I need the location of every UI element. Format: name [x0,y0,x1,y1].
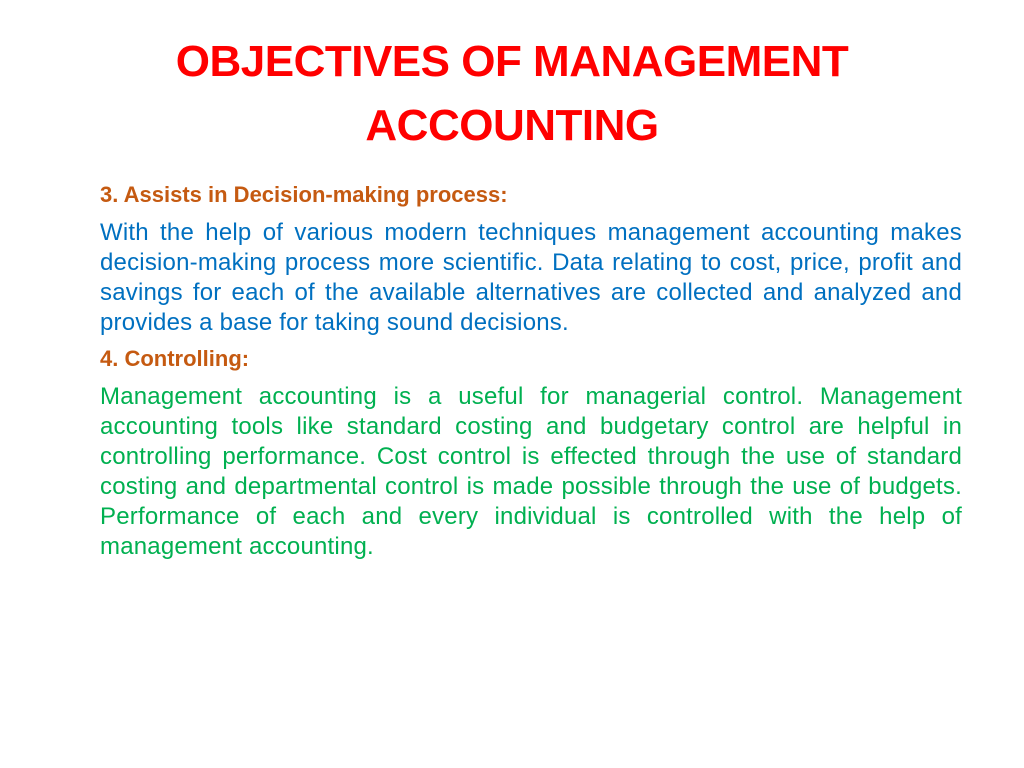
slide-title-line-2: ACCOUNTING [365,101,659,150]
section-controlling [100,344,962,562]
section-text-decision-making: With the help of various modern techniques management accounting makes decision-making process more scientific. Data relating to cost, price, profit and savings for each of the available alternatives are collected and analyzed and provides a base for taking sound decisions. [100,219,962,336]
section-heading-controlling: 4. Controlling: [100,346,250,371]
slide-title-line-1: OBJECTIVES OF MANAGEMENT [175,37,849,86]
slide-body [100,180,962,568]
slide-title [100,30,924,158]
section-decision-making [100,180,962,338]
section-heading-decision-making: 3. Assists in Decision-making process: [100,182,508,207]
section-text-controlling: Management accounting is a useful for managerial control. Management accounting tools like standard costing and budgetary control are helpful in controlling performance. Cost control is effected through the use of standard costing and departmental control is made possible through the use of budgets. Performance of each and every individual is controlled with the help of management accounting. [100,383,962,560]
